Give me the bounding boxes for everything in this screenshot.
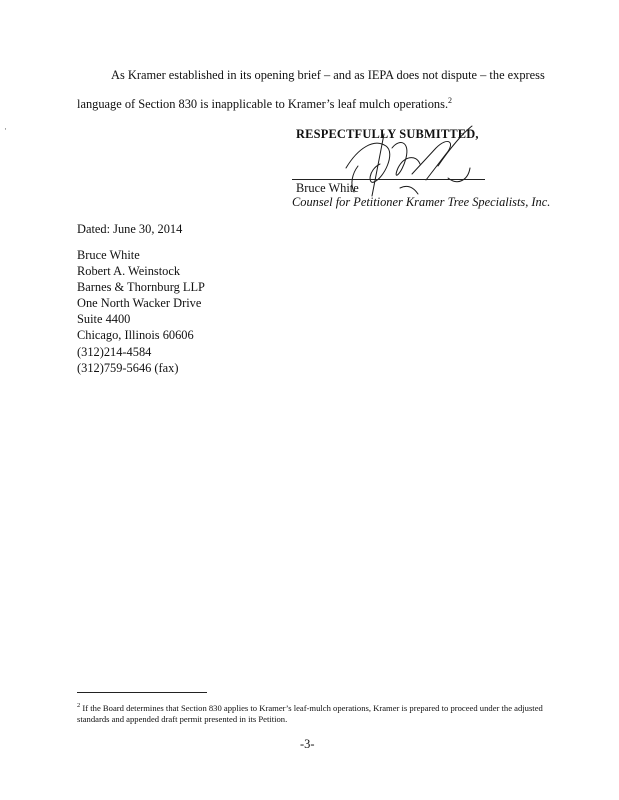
footnote-reference: 2 [448,96,453,105]
address-line: One North Wacker Drive [77,296,202,311]
margin-mark: · [4,124,7,134]
address-line: (312)214-4584 [77,344,152,359]
address-line: Suite 4400 [77,312,131,327]
footnote-separator [77,692,207,693]
footnote-number: 2 [77,702,81,709]
respectfully-submitted-heading: RESPECTFULLY SUBMITTED, [296,127,479,141]
counsel-address-block [77,247,205,376]
footnote [77,700,553,725]
signer-name: Bruce White [296,181,359,195]
address-line: Chicago, Illinois 60606 [77,328,194,343]
signer-role: Counsel for Petitioner Kramer Tree Specialists, Inc. [292,195,551,209]
body-paragraph-text: language of Section 830 is inapplicable to Kramer’s leaf mulch operations. [77,97,449,111]
signature-line [292,179,485,180]
dated-line: Dated: June 30, 2014 [77,222,183,236]
address-line: (312)759-5646 (fax) [77,360,179,375]
address-line: Robert A. Weinstock [77,264,181,279]
footnote-text: If the Board determines that Section 830 applies to Kramer’s leaf-mulch operations, Kramer is prepared to proceed under the adjusted standards and appended draft permit presented in its Petition. [77,703,543,725]
page-number: -3- [300,737,315,751]
address-line: Bruce White [77,248,140,262]
address-line: Barnes & Thornburg LLP [77,280,205,295]
body-paragraph-line-1: As Kramer established in its opening brief – and as IEPA does not dispute – the express [111,68,545,82]
